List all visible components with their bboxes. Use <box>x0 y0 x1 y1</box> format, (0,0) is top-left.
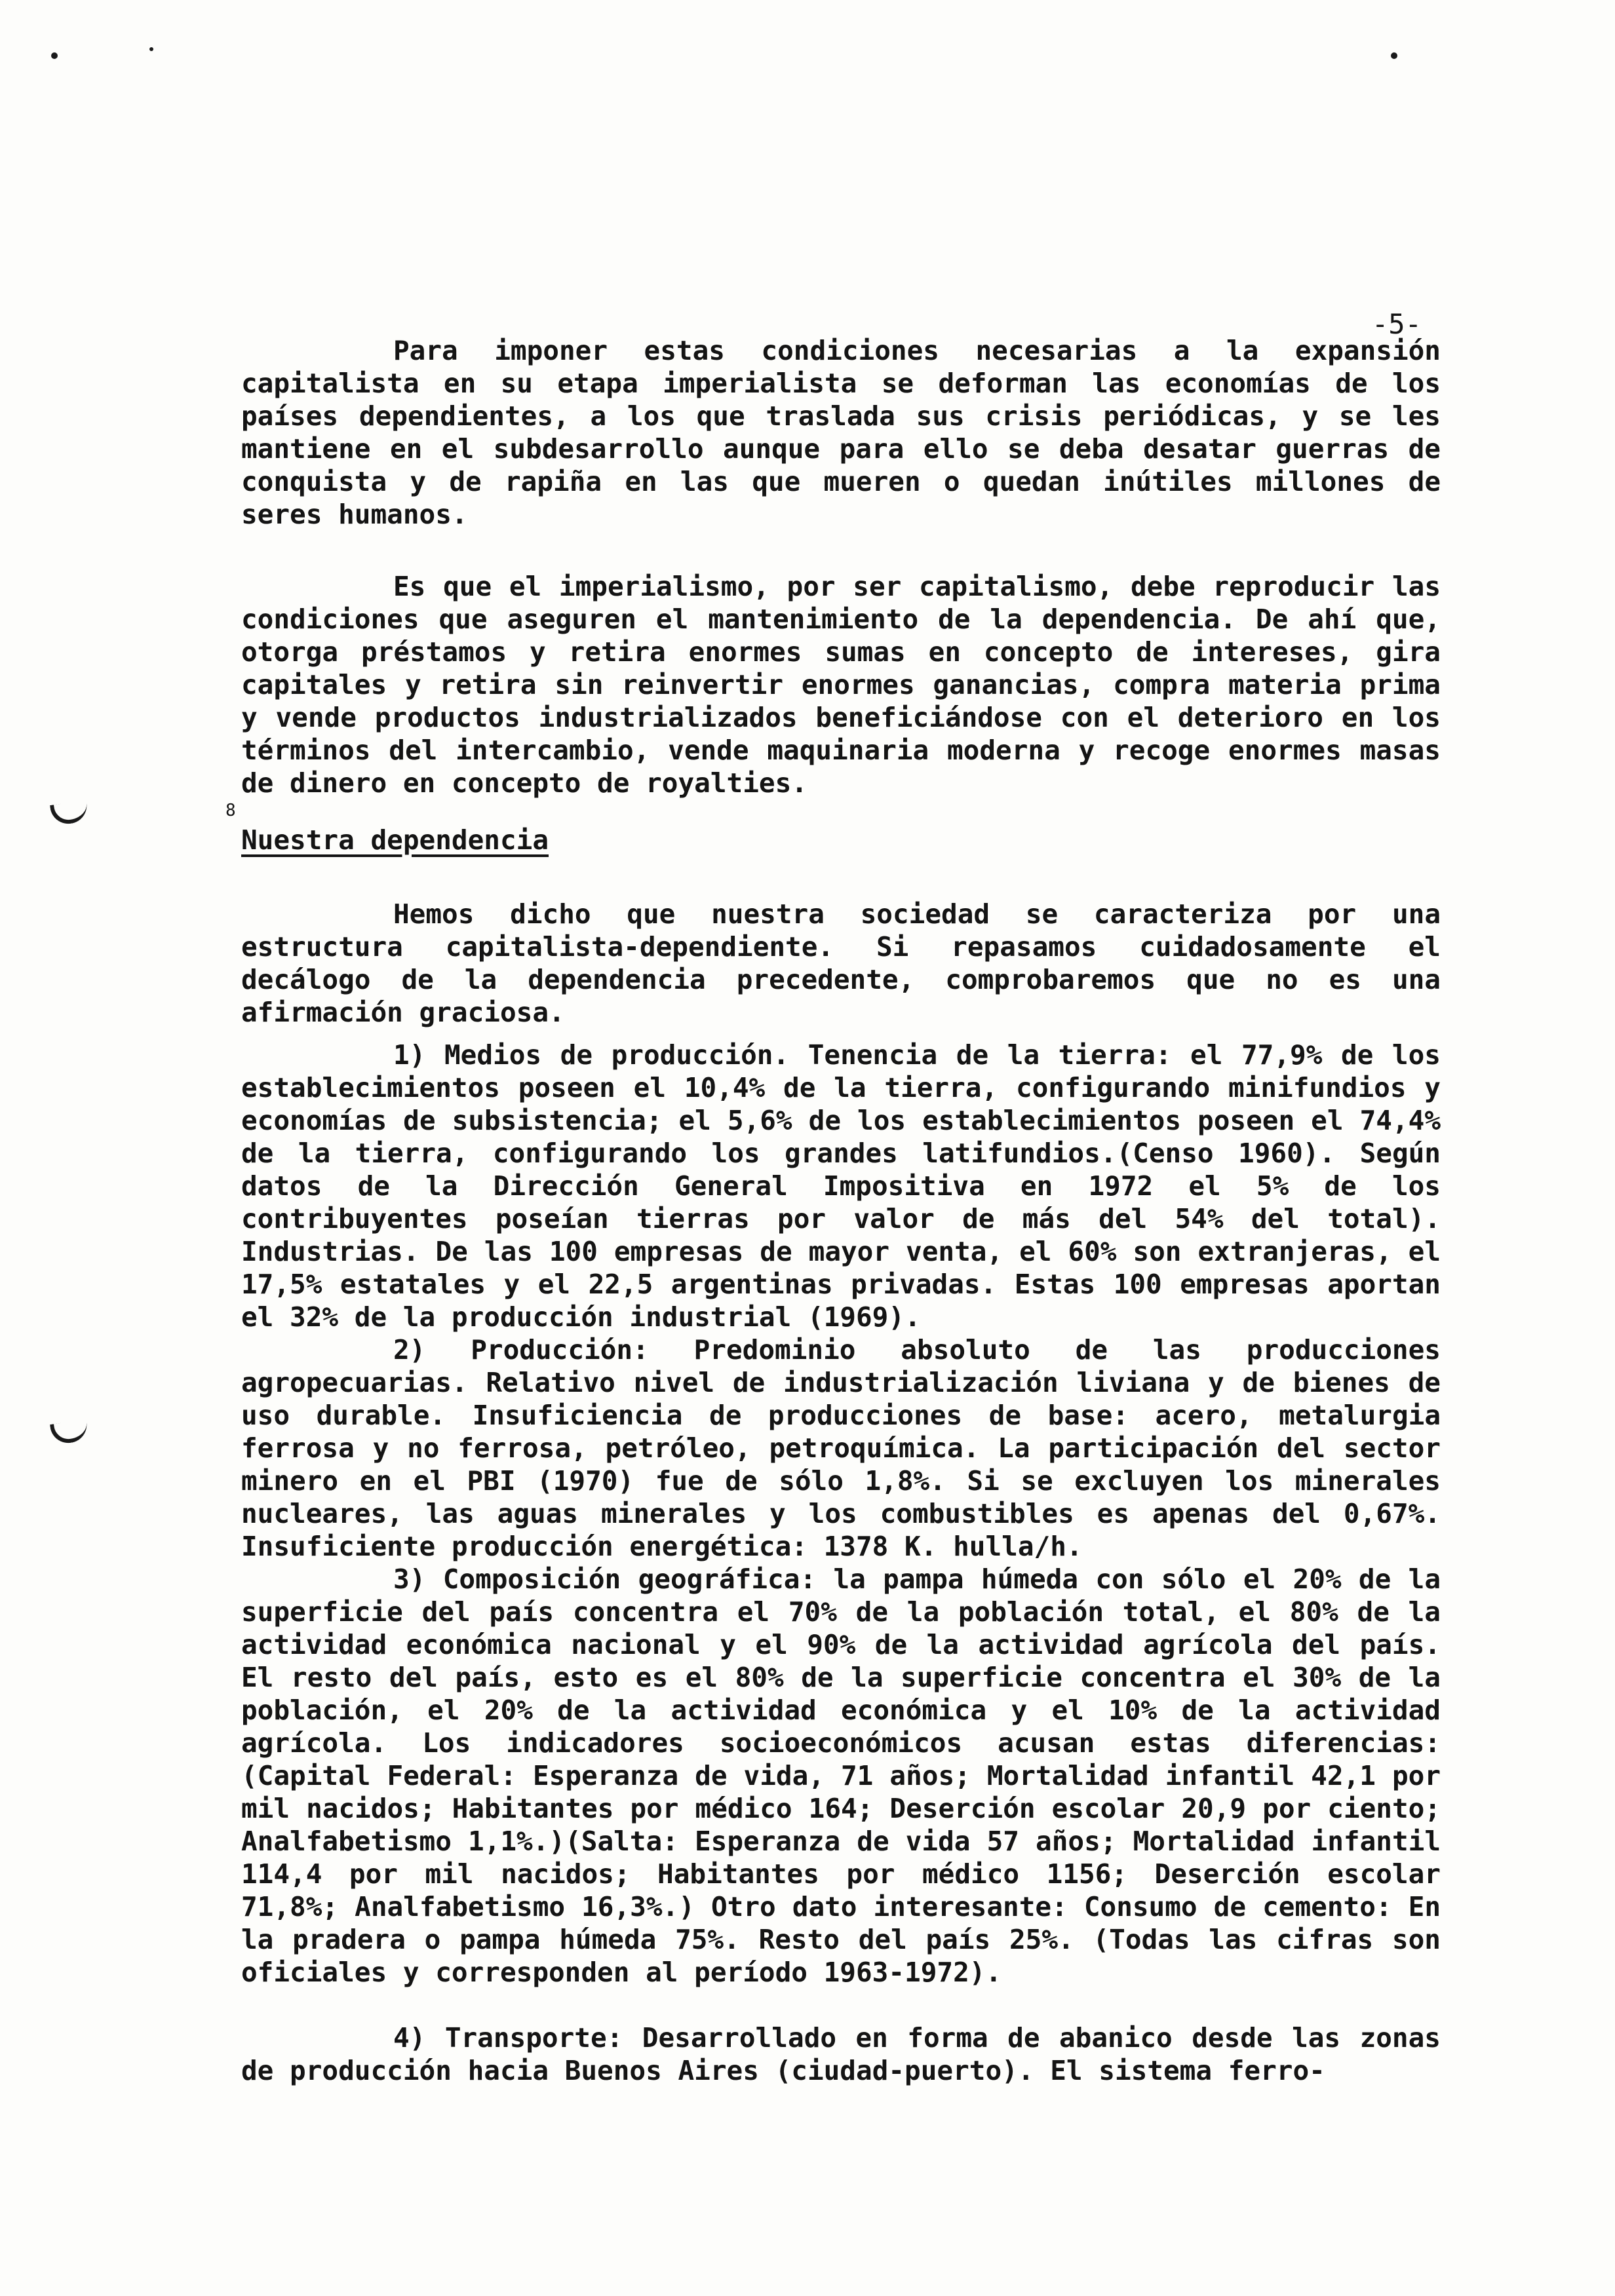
section-heading: Nuestra dependencia <box>241 824 549 856</box>
paragraph-7: 4) Transporte: Desarrollado en forma de abanico desde las zonas de producción hacia Buenos Aires (ciudad-puerto). El sistema ferro- <box>241 2022 1441 2086</box>
paragraph-3: Hemos dicho que nuestra sociedad se caracteriza por una estructura capitalista-dependiente. Si repasamos cuidadosamente el decálogo de la dependencia precedente, comprobaremos que no es una afirmación graciosa. <box>241 898 1441 1028</box>
hole-punch-mark <box>50 1419 89 1445</box>
page-number: -5- <box>1372 308 1422 340</box>
paragraph-5: 2) Producción: Predominio absoluto de las producciones agropecuarias. Relativo nivel de industrialización liviana y de bienes de uso durable. Insuficiencia de producciones de base: acero, metalurgia ferrosa y no ferrosa, petróleo, petroquímica. La participación del sector minero en el PBI (1970) fue de sólo 1,8%. Si se excluyen los minerales nucleares, las aguas minerales y los combustibles es apenas del 0,67%. Insuficiente producción energética: 1378 K. hulla/h. <box>241 1334 1441 1562</box>
paragraph-2: Es que el imperialismo, por ser capitalismo, debe reproducir las condiciones que aseguren el mantenimiento de la dependencia. De ahí que, otorga préstamos y retira enormes sumas en concepto de intereses, gira capitales y retira sin reinvertir enormes ganancias, compra materia prima y vende productos industrializados beneficiándose con el deterioro en los términos del intercambio, vende maquinaria moderna y recoge enormes masas de dinero en concepto de royalties. <box>241 571 1441 799</box>
paragraph-1: Para imponer estas condiciones necesarias a la expansión capitalista en su etapa imperialista se deforman las economías de los países dependientes, a los que traslada sus crisis periódicas, y se les mantiene en el subdesarrollo aunque para ello se deba desatar guerras de conquista y de rapiña en las que mueren o quedan inútiles millones de seres humanos. <box>241 335 1441 530</box>
margin-mark: 8 <box>225 801 236 820</box>
scan-dot <box>51 52 58 59</box>
paragraph-4: 1) Medios de producción. Tenencia de la tierra: el 77,9% de los establecimientos poseen el 10,4% de la tierra, configurando minifundios y economías de subsistencia; el 5,6% de los establecimientos poseen el 74,4% de la tierra, configurando los grandes latifundios.(Censo 1960). Según datos de la Dirección General Impositiva en 1972 el 5% de los contribuyentes poseían tierras por valor de más del 54% del total). Industrias. De las 100 empresas de mayor venta, el 60% son extranjeras, el 17,5% estatales y el 22,5 argentinas privadas. Estas 100 empresas aportan el 32% de la producción industrial (1969). <box>241 1039 1441 1333</box>
scan-dot <box>149 47 153 51</box>
paragraph-6: 3) Composición geográfica: la pampa húmeda con sólo el 20% de la superficie del país concentra el 70% de la población total, el 80% de la actividad económica nacional y el 90% de la actividad agrícola del país. El resto del país, esto es el 80% de la superficie concentra el 30% de la población, el 20% de la actividad económica y el 10% de la actividad agrícola. Los indicadores socioeconómicos acusan estas diferencias:(Capital Federal: Esperanza de vida, 71 años; Mortalidad infantil 42,1 por mil nacidos; Habitantes por médico 164; Deserción escolar 20,9 por ciento; Analfabetismo 1,1%.)(Salta: Esperanza de vida 57 años; Mortalidad infantil 114,4 por mil nacidos; Habitantes por médico 1156; Deserción escolar 71,8%; Analfabetismo 16,3%.) Otro dato interesante: Consumo de cemento: En la pradera o pampa húmeda 75%. Resto del país 25%. (Todas las cifras son oficiales y corresponden al período 1963-1972). <box>241 1563 1441 1988</box>
hole-punch-mark <box>50 800 89 826</box>
scan-dot <box>1391 52 1397 59</box>
